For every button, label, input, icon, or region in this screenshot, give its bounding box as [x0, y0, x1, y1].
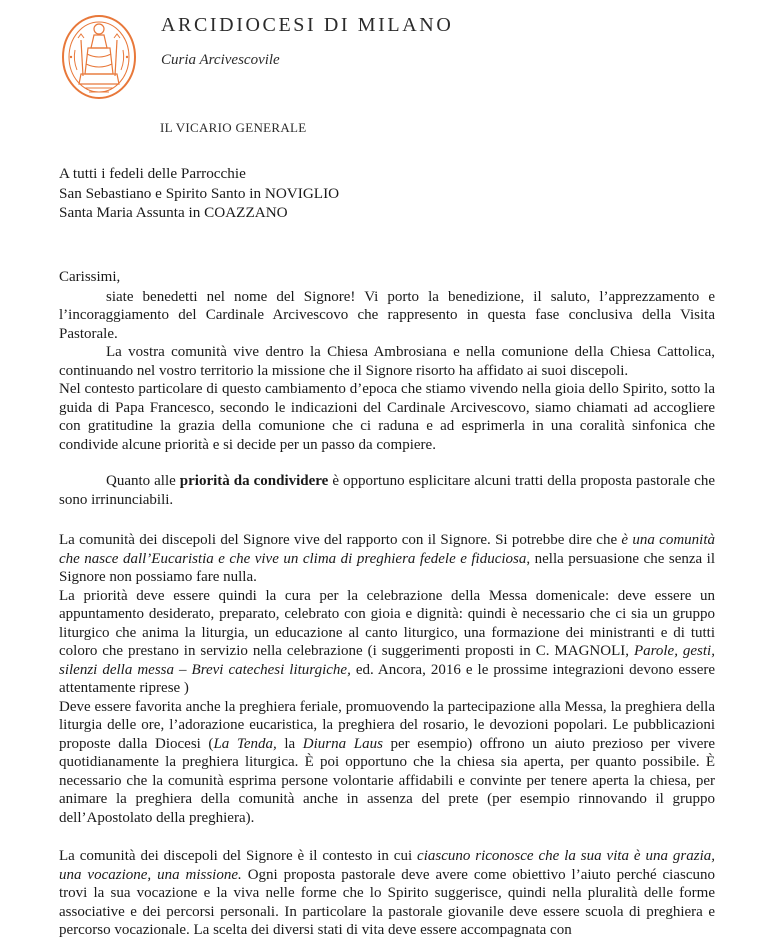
- archdiocese-seal-icon: [61, 14, 137, 100]
- eucharist-quote: è una comunità che nasce dall’Eucaristia e che vive un clima di preghiera fedele e fiduciosa: [59, 532, 716, 567]
- priorities-emphasis: priorità da condividere: [179, 473, 329, 489]
- vocation-quote: ciascuno riconosce che la sua vita è una grazia, una vocazione, una missione.: [59, 848, 715, 883]
- paragraph-4: Quanto alle priorità da condividere è opportuno esplicitare alcuni tratti della proposta pastorale che sono irrinunciabili.: [59, 473, 715, 508]
- publication-diurna-laus: Diurna Laus: [302, 735, 383, 752]
- paragraph-8: La comunità dei discepoli del Signore è il contesto in cui ciascuno riconosce che la sua vita è una grazia, una vocazione, una missione. Ogni proposta pastorale deve avere come obiettivo l’aiuto perché ciascuno trovi la sua vocazione e la viva nelle forme che lo Spirito suggerisce, quindi nella pluralità delle forme associative e dei percorsi personali. In particolare la pastorale giovanile deve essere scuola di preghiera e percorso vocazionale. La scelta dei diversi stati di vita deve essere accompagnata con: [59, 848, 716, 938]
- paragraph-3: Nel contesto particolare di questo cambiamento d’epoca che stiamo vivendo nella gioia dello Spirito, sotto la guida di Papa Francesco, secondo le indicazioni del Cardinale Arcivescovo, siamo chiamati ad accogliere con gratitudine la grazia della comunione che ci raduna e ad esprimerla in una coralità sinfonica che condivide alcune priorità e si decide per un passo da compiere.: [59, 381, 715, 453]
- paragraph-6: La priorità deve essere quindi la cura per la celebrazione della Messa domenicale: deve essere un appuntamento desiderato, preparato, celebrato con gioia e dignità: quindi è necessario che ci sia un gruppo liturgico che anima la liturgia, un educazione al canto liturgico, una formazione dei ministranti e di tutti coloro che prestano in servizio nella celebrazione (i suggerimenti proposti in C. MAGNOLI, Parole, gesti, silenzi della messa – Brevi catechesi liturgiche, ed. Ancora, 2016 e le prossime integrazioni devono essere attentamente riprese ): [59, 587, 715, 696]
- address-line-3: Santa Maria Assunta in COAZZANO: [59, 204, 288, 221]
- organization-subtitle: Curia Arcivescovile: [161, 52, 280, 68]
- paragraph-1: siate benedetti nel nome del Signore! Vi porto la benedizione, il saluto, l’apprezzamento e l’incoraggiamento del Cardinale Arcivescovo che rappresento in questa fase conclusiva della Visita Pastorale.: [59, 288, 715, 342]
- paragraph-2: La vostra comunità vive dentro la Chiesa Ambrosiana e nella comunione della Chiesa Cattolica, continuando nel vostro territorio la missione che il Signore risorto ha affidato ai suoi discepoli.: [59, 344, 715, 379]
- recipient-address: [59, 164, 339, 223]
- paragraph-7: Deve essere favorita anche la preghiera feriale, promuovendo la partecipazione alla Messa, la preghiera della liturgia delle ore, l’adorazione eucaristica, la preghiera del rosario, le devozioni popolari. Le pubblicazioni proposte dalla Diocesi (La Tenda, la Diurna Laus per esempio) offrono un aiuto prezioso per vivere quotidianamente la preghiera liturgica. È poi opportuno che la chiesa sia aperta, per quanto possibile. È necessario che la comunità esprima persone volontarie affidabili e convinte per tenere aperta la chiesa, per animare la preghiera della comunità anche in assenza del prete (per esempio rinnovando il gruppo dell’Apostolato della preghiera).: [59, 698, 716, 826]
- salutation: Carissimi,: [59, 269, 121, 285]
- paragraph-5: La comunità dei discepoli del Signore vive del rapporto con il Signore. Si potrebbe dire che è una comunità che nasce dall’Eucaristia e che vive un clima di preghiera fedele e fiduciosa, nella persuasione che senza il Signore non possiamo fare nulla.: [59, 532, 716, 585]
- organization-name: ARCIDIOCESI DI MILANO: [161, 14, 454, 36]
- sender-office: IL VICARIO GENERALE: [160, 120, 307, 135]
- book-title: Parole, gesti, silenzi della messa – Brevi catechesi liturgiche,: [59, 643, 715, 678]
- address-line-1: A tutti i fedeli delle Parrocchie: [59, 165, 246, 182]
- address-line-2: San Sebastiano e Spirito Santo in NOVIGLIO: [59, 184, 340, 202]
- letter-body: [59, 268, 715, 940]
- publication-la-tenda: La Tenda,: [213, 735, 277, 752]
